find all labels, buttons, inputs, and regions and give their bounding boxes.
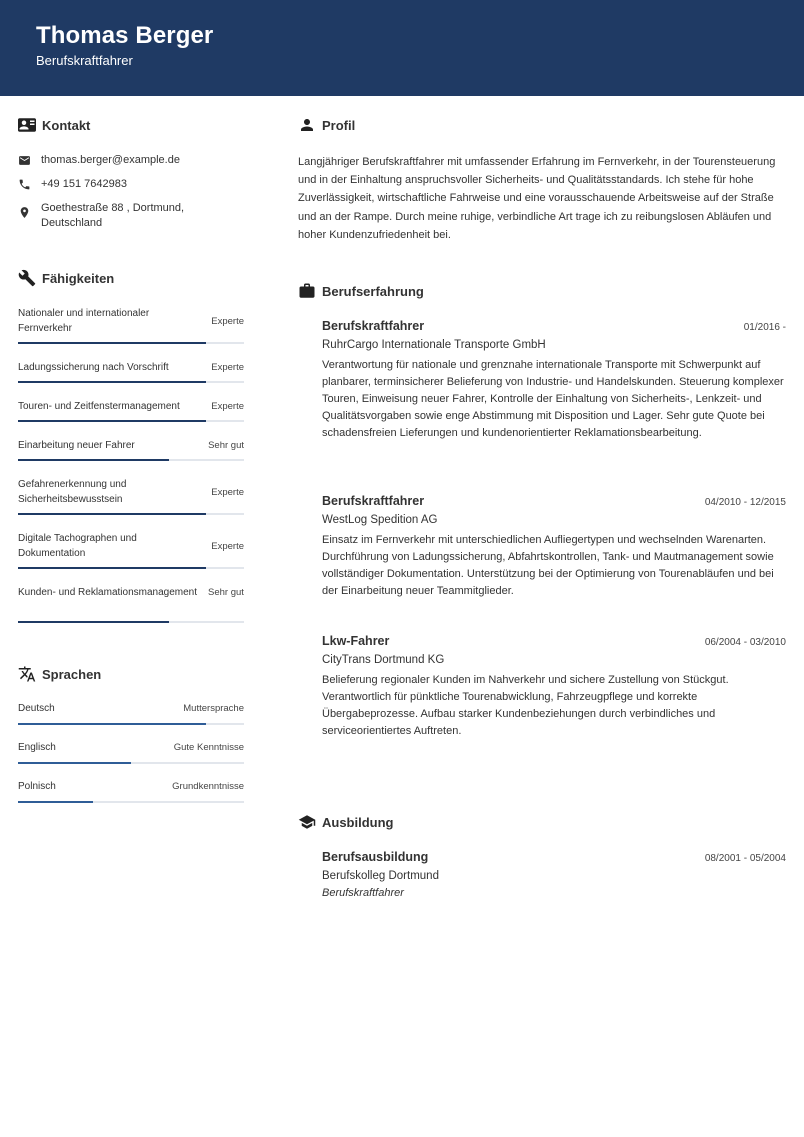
- language-item: [18, 742, 244, 753]
- language-name: Englisch: [18, 742, 56, 753]
- skill-bar: [18, 381, 244, 383]
- job-title: Berufskraftfahrer: [322, 319, 425, 333]
- skill-bar: [18, 621, 244, 623]
- skill-bar-fill: [18, 381, 206, 383]
- job-company: RuhrCargo Internationale Transporte GmbH: [322, 339, 546, 351]
- skill-name: Ladungssicherung nach Vorschrift: [18, 362, 169, 373]
- person-icon: [298, 116, 316, 134]
- language-level: Gute Kenntnisse: [173, 742, 244, 753]
- job-company: CityTrans Dortmund KG: [322, 654, 445, 666]
- location-pin-icon: [18, 206, 31, 219]
- job-description: Belieferung regionaler Kunden im Nahverkehr und sichere Zustellung von Stückgut. Verantwortlich für pünktliche Tourenabwicklung, Fahrzeugpflege und korrekte Übergabeprozesse. Aufbau starker Kundenbeziehungen durch verbindliches und serviceorientiertes Auftreten.: [322, 674, 729, 737]
- skill-item: [18, 438, 244, 453]
- languages-section-heading: [18, 665, 101, 683]
- job-date: 04/2010 - 12/2015: [704, 497, 786, 508]
- skill-bar: [18, 513, 244, 515]
- skill-name: Kunden- und Reklamationsmanagement: [18, 587, 197, 598]
- language-item: [18, 703, 244, 714]
- language-item: [18, 781, 244, 792]
- language-name: Deutsch: [18, 703, 55, 714]
- skills-section-heading: [18, 269, 114, 287]
- education-section-heading: [298, 813, 394, 831]
- skill-bar-fill: [18, 459, 169, 461]
- skill-item: [18, 585, 244, 600]
- skill-bar: [18, 342, 244, 344]
- skill-item: [18, 531, 244, 561]
- language-bar-fill: [18, 723, 206, 725]
- wrench-icon: [18, 269, 36, 287]
- education-field: Berufskraftfahrer: [322, 887, 404, 899]
- experience-section-heading: [298, 282, 424, 300]
- contact-card-icon: [18, 116, 36, 134]
- skill-level: Experte: [211, 315, 244, 327]
- education-date: 08/2001 - 05/2004: [704, 853, 786, 864]
- skill-name: Gefahrenerkennung und Sicherheitsbewusstsein: [18, 479, 127, 505]
- skills-heading-label: Fähigkeiten: [42, 270, 115, 286]
- mail-icon: [18, 154, 31, 167]
- skill-level: Experte: [211, 540, 244, 552]
- translate-icon: [18, 665, 36, 683]
- phone-icon: [18, 178, 31, 191]
- job-company: WestLog Spedition AG: [322, 514, 438, 526]
- education-title: Berufsausbildung: [322, 850, 429, 864]
- education-heading-label: Ausbildung: [322, 814, 394, 830]
- job-title: Berufskraftfahrer: [322, 494, 425, 508]
- skill-name: Einarbeitung neuer Fahrer: [18, 440, 135, 451]
- languages-heading-label: Sprachen: [42, 666, 102, 682]
- skill-level: Experte: [211, 401, 244, 412]
- language-level: Grundkenntnisse: [172, 781, 244, 792]
- contact-address: [41, 201, 184, 231]
- contact-address-line1: Goethestraße 88 , Dortmund,: [41, 202, 185, 214]
- contact-heading-label: Kontakt: [42, 117, 91, 133]
- language-bar-fill: [18, 762, 131, 764]
- contact-phone[interactable]: +49 151 7642983: [41, 178, 127, 190]
- job-description: Verantwortung für nationale und grenznahe internationale Transporte mit Schwerpunkt auf planbarer, terminsicherer Belieferung von Industrie- und Handelskunden. Steuerung komplexer Touren, Einweisung neuer Fahrer, Kontrolle der Einhaltung von Sicherheits-, Lenkzeit- und Qualitätsvorgaben sowie enge Abstimmung mit Disposition und Lager. Sehr gute Quote bei schadensfreien Lieferungen und kundenorientierter Reklamationsbearbeitung.: [322, 359, 784, 439]
- language-bar-fill: [18, 801, 93, 803]
- skill-item: [18, 360, 244, 375]
- job-entry: [322, 494, 786, 600]
- profile-section-heading: [298, 116, 355, 134]
- skill-bar-fill: [18, 513, 206, 515]
- skill-name: Digitale Tachographen und Dokumentation: [18, 533, 137, 559]
- skill-bar: [18, 459, 244, 461]
- language-name: Polnisch: [18, 781, 56, 792]
- skill-bar-fill: [18, 342, 206, 344]
- language-level: Muttersprache: [183, 703, 244, 714]
- skill-bar-fill: [18, 420, 206, 422]
- education-school: Berufskolleg Dortmund: [322, 870, 439, 882]
- contact-email-row: [18, 153, 180, 168]
- skill-item: [18, 306, 244, 336]
- skill-bar-fill: [18, 621, 169, 623]
- candidate-name: Thomas Berger: [36, 22, 214, 49]
- skill-item: [18, 399, 244, 414]
- job-title: Lkw-Fahrer: [322, 634, 390, 648]
- profile-summary: Langjähriger Berufskraftfahrer mit umfassender Erfahrung im Fernverkehr, in der Tourensteuerung und in der Einhaltung anspruchsvoller Sicherheits- und Qualitätsstandards. Ich stehe für hohe Zuverlässigkeit, wirtschaftliche Fahrweise und eine vorausschauende Arbeitsweise auf der Straße und an der Rampe. Durch meine ruhige, verbindliche Art trage ich zu reibungslosen Abläufen und hoher Kundenzufriedenheit bei.: [298, 156, 776, 241]
- language-bar: [18, 762, 244, 764]
- profile-heading-label: Profil: [322, 117, 356, 133]
- skill-level: Sehr gut: [208, 440, 244, 451]
- skill-item: [18, 477, 244, 507]
- contact-address-line2: Deutschland: [41, 217, 103, 229]
- resume-header: [0, 0, 804, 96]
- contact-address-row: [18, 201, 184, 231]
- contact-email[interactable]: thomas.berger@example.de: [41, 154, 180, 166]
- contact-section-heading: [18, 116, 90, 134]
- experience-heading-label: Berufserfahrung: [322, 283, 424, 299]
- skill-bar: [18, 420, 244, 422]
- skill-name: Touren- und Zeitfenstermanagement: [18, 401, 180, 412]
- job-date: 06/2004 - 03/2010: [704, 637, 786, 648]
- skill-level: Experte: [211, 486, 244, 498]
- job-entry: [322, 634, 786, 740]
- language-bar: [18, 723, 244, 725]
- contact-phone-row: [18, 177, 127, 192]
- skill-bar-fill: [18, 567, 206, 569]
- skill-level: Sehr gut: [208, 587, 244, 598]
- job-entry: [322, 319, 786, 442]
- skill-name: Nationaler und internationaler Fernverkehr: [18, 308, 150, 334]
- candidate-role: Berufskraftfahrer: [36, 53, 133, 68]
- language-bar: [18, 801, 244, 803]
- briefcase-icon: [298, 282, 316, 300]
- skill-level: Experte: [211, 362, 244, 373]
- job-description: Einsatz im Fernverkehr mit unterschiedlichen Aufliegertypen und wechselnden Warenarten. Durchführung von Ladungssicherung, Abfahrtskontrollen, Tank- und Mautmanagement sowie vollständiger Dokumentation. Unterstützung bei der Optimierung von Tourenabläufen und bei der Einarbeitung neuer Teammitglieder.: [322, 534, 774, 597]
- education-entry: [322, 850, 786, 899]
- job-date: 01/2016 -: [743, 322, 786, 333]
- skill-bar: [18, 567, 244, 569]
- graduation-cap-icon: [298, 813, 316, 831]
